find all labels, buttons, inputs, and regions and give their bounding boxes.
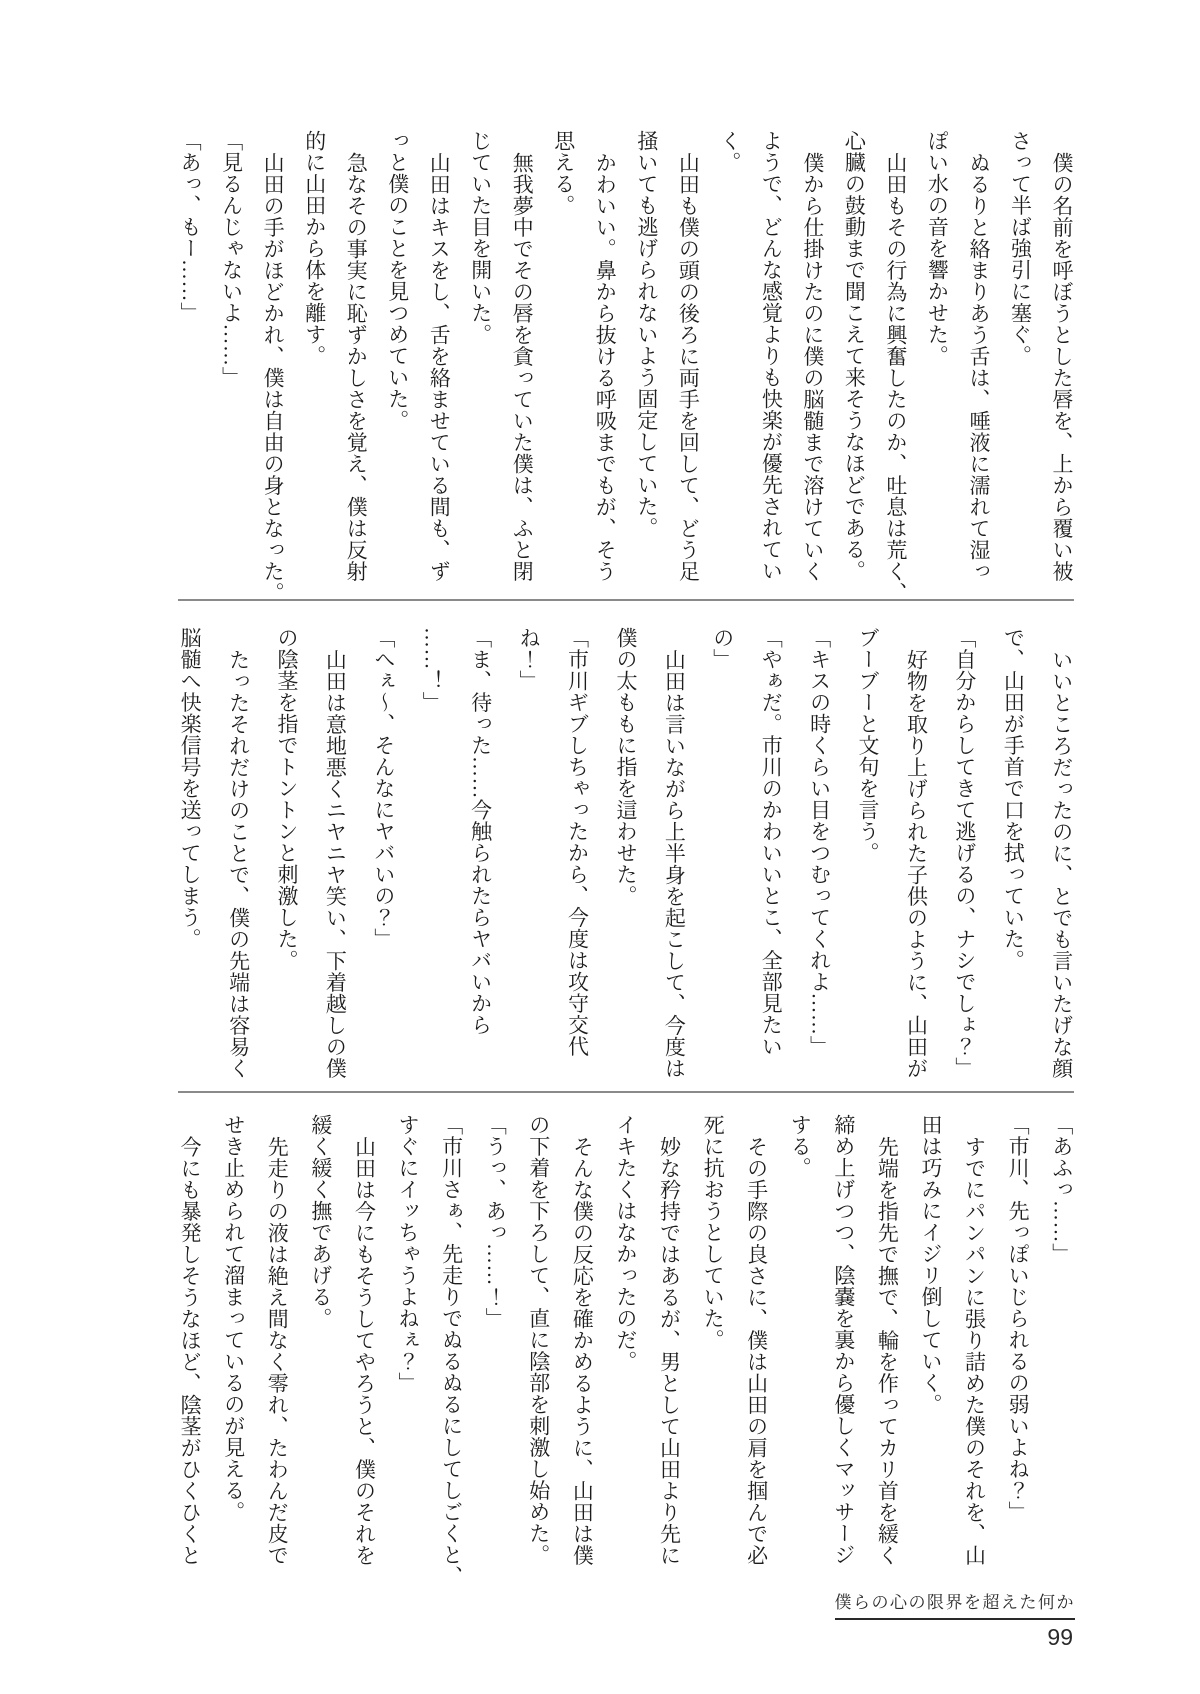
text-line: 「市川、先っぽいじられるの弱いよね？」 bbox=[1006, 1114, 1031, 1523]
text-line: そんな僕の反応を確かめるように、山田は僕 bbox=[570, 1136, 595, 1566]
text-section-1 bbox=[178, 130, 1074, 604]
running-footer-title: 僕らの心の限界を超えた何か bbox=[835, 1588, 1076, 1620]
text-line: 急なその事実に恥ずかしさを覚え、僕は反射 bbox=[344, 152, 369, 582]
text-line: 僕の太ももに指を這わせた。 bbox=[613, 627, 638, 907]
text-line: 先走りの液は絶え間なく零れ、たわんだ皮で bbox=[265, 1136, 290, 1566]
text-line: 「見るんじゃないよ……」 bbox=[219, 130, 244, 388]
text-line: いいところだったのに、とでも言いたげな顔 bbox=[1049, 649, 1074, 1079]
text-line: 山田は今にもそうしてやろうと、僕のそれを bbox=[352, 1136, 377, 1566]
text-line: 山田も僕の頭の後ろに両手を回して、どう足 bbox=[676, 152, 701, 582]
text-line: たったそれだけのことで、僕の先端は容易く bbox=[226, 649, 251, 1079]
vertical-text-block bbox=[178, 130, 1074, 1587]
text-line: 締め上げつつ、陰嚢を裏から優しくマッサージ bbox=[831, 1114, 856, 1566]
text-line: で、山田が手首で口を拭っていた。 bbox=[1001, 627, 1026, 971]
text-line: ブーブーと文句を言う。 bbox=[856, 627, 881, 864]
text-line: ……！」 bbox=[420, 627, 445, 713]
text-line: 山田の手がほどかれ、僕は自由の身となった。 bbox=[261, 152, 286, 604]
text-line: 緩く緩く撫であげる。 bbox=[308, 1114, 333, 1329]
text-line: の陰茎を指でトントンと刺激した。 bbox=[274, 627, 299, 971]
text-line: 山田はキスをし、舌を絡ませている間も、ず bbox=[427, 152, 452, 582]
page-number: 99 bbox=[1047, 1624, 1073, 1650]
text-section-2 bbox=[178, 627, 1074, 1086]
text-line: 「自分からしてきて逃げるの、ナシでしょ？」 bbox=[952, 627, 977, 1079]
text-line: 「あっ、もー……」 bbox=[178, 130, 203, 324]
text-line: じていた目を開いた。 bbox=[468, 130, 493, 345]
text-line: 「あふっ……」 bbox=[1049, 1114, 1074, 1265]
text-line: かわいい。鼻から抜ける呼吸までもが、そう bbox=[593, 152, 618, 582]
text-line: 今にも暴発しそうなほど、陰茎がひくひくと bbox=[178, 1136, 203, 1566]
text-line: 「うっ、あっ……！」 bbox=[483, 1114, 508, 1329]
text-line: ぽい水の音を響かせた。 bbox=[925, 130, 950, 367]
text-line: 掻いても逃げられないよう固定していた。 bbox=[634, 130, 659, 539]
text-line: っと僕のことを見つめていた。 bbox=[385, 130, 410, 431]
text-line: すぐにイッちゃうよねぇ？」 bbox=[396, 1114, 421, 1394]
text-line: の下着を下ろして、直に陰部を刺激し始めた。 bbox=[526, 1114, 551, 1566]
text-line: 「市川ギブしちゃったから、今度は攻守交代 bbox=[565, 627, 590, 1057]
text-line: する。 bbox=[788, 1114, 813, 1179]
text-line: 思える。 bbox=[551, 130, 576, 216]
text-line: ね！」 bbox=[517, 627, 542, 692]
text-line: 僕から仕掛けたのに僕の脳髄まで溶けていく bbox=[800, 152, 825, 582]
text-line: 「キスの時くらい目をつむってくれよ……」 bbox=[807, 627, 832, 1057]
text-section-3 bbox=[178, 1114, 1074, 1587]
text-line: 山田は意地悪くニヤニヤ笑い、下着越しの僕 bbox=[323, 649, 348, 1079]
section-divider bbox=[178, 599, 1074, 601]
text-line: その手際の良さに、僕は山田の肩を掴んで必 bbox=[744, 1136, 769, 1566]
text-line: 先端を指先で撫で、輪を作ってカリ首を緩く bbox=[875, 1136, 900, 1566]
section-divider bbox=[178, 1091, 1074, 1093]
text-line: 山田もその行為に興奮したのか、吐息は荒く、 bbox=[883, 152, 908, 604]
text-line: 脳髄へ快楽信号を送ってしまう。 bbox=[178, 627, 203, 950]
text-line: 的に山田から体を離す。 bbox=[302, 130, 327, 367]
text-line: の」 bbox=[710, 627, 735, 670]
text-line: すでにパンパンに張り詰めた僕のそれを、山 bbox=[962, 1136, 987, 1566]
text-line: 好物を取り上げられた子供のように、山田が bbox=[904, 649, 929, 1079]
text-line: ようで、どんな感覚よりも快楽が優先されてい bbox=[759, 130, 784, 582]
text-line: イキたくはなかったのだ。 bbox=[613, 1114, 638, 1372]
text-line: 妙な矜持ではあるが、男として山田より先に bbox=[657, 1136, 682, 1566]
text-line: 山田は言いながら上半身を起こして、今度は bbox=[662, 649, 687, 1079]
text-line: 僕の名前を呼ぼうとした唇を、上から覆い被 bbox=[1049, 152, 1074, 582]
page-footer bbox=[835, 1588, 1076, 1651]
text-line: 無我夢中でその唇を貪っていた僕は、ふと閉 bbox=[510, 152, 535, 582]
text-line: く。 bbox=[717, 130, 742, 173]
text-line: 「へぇ〜、そんなにヤバいの？」 bbox=[371, 627, 396, 950]
text-line: 死に抗おうとしていた。 bbox=[701, 1114, 726, 1351]
text-line: 「やぁだ。市川のかわいいとこ、全部見たい bbox=[759, 627, 784, 1057]
text-line: せき止められて溜まっているのが見える。 bbox=[221, 1114, 246, 1523]
text-line: 「ま、待った……今触られたらヤバいから bbox=[468, 627, 493, 1036]
text-line: 「市川さぁ、先走りでぬるぬるにしてしごくと、 bbox=[439, 1114, 464, 1587]
text-line: ぬるりと絡まりあう舌は、唾液に濡れて湿っ bbox=[966, 152, 991, 582]
text-line: 田は巧みにイジリ倒していく。 bbox=[918, 1114, 943, 1415]
text-line: さって半ば強引に塞ぐ。 bbox=[1008, 130, 1033, 367]
text-line: 心臓の鼓動まで聞こえて来そうなほどである。 bbox=[842, 130, 867, 582]
